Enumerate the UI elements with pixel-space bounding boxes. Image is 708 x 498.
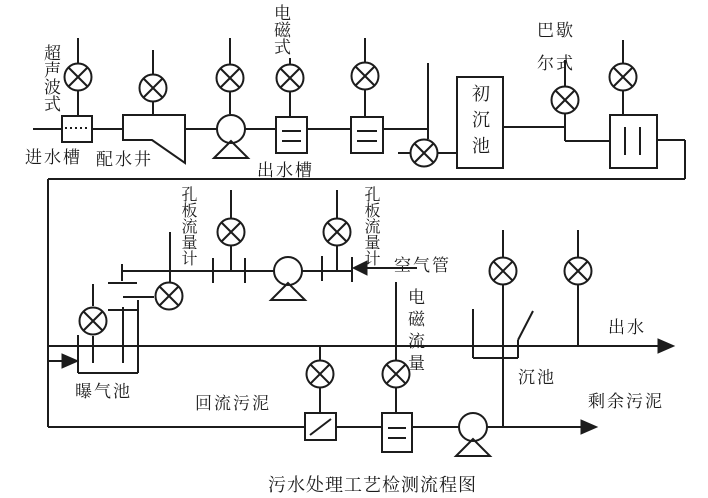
downcomer-and-cross-pipe xyxy=(48,140,685,427)
pump-air-blower-icon xyxy=(271,257,305,300)
pump-sludge-icon xyxy=(456,413,490,456)
pump-raw-water-icon xyxy=(214,115,248,158)
label-inlet-channel: 进水槽 xyxy=(25,148,82,167)
label-excess-sludge: 剩余污泥 xyxy=(588,392,664,411)
valve-sedtank-right-icon xyxy=(565,258,592,285)
influent-arrow xyxy=(48,354,78,368)
label-ultrasonic-type: 超声波式 xyxy=(41,44,60,112)
inlet-channel-box xyxy=(62,116,92,142)
label-air-pipe: 空气管 xyxy=(394,256,451,275)
valve-orifice-right-icon xyxy=(324,219,351,246)
primary-tank-outlet-pipe xyxy=(503,114,610,141)
valve-orifice-left-icon xyxy=(218,219,245,246)
valve-electromagnetic-icon xyxy=(277,65,304,92)
label-orifice-flowmeter-right: 孔板流量计 xyxy=(362,186,379,266)
flowmeter-box-2 xyxy=(351,117,383,153)
final-treatment-box xyxy=(610,115,657,168)
valve-parshall-icon xyxy=(552,87,579,114)
valve-raw-pump-icon xyxy=(217,65,244,92)
sedimentation-stems xyxy=(503,230,578,427)
slash-box xyxy=(305,413,336,440)
flowmeter-box-1 xyxy=(276,117,307,153)
sludge-line xyxy=(48,420,597,434)
label-primary-sedimentation-tank: 初沉池 xyxy=(470,84,490,162)
air-drop-cluster xyxy=(93,232,170,363)
sludge-instrument-stems xyxy=(320,282,396,413)
diagram-title: 污水处理工艺检测流程图 xyxy=(268,475,477,495)
valve-air-drop-a-icon xyxy=(156,283,183,310)
valve-flowmeter2-icon xyxy=(352,63,379,90)
label-outlet-channel: 出水槽 xyxy=(257,161,314,180)
air-pipe-run xyxy=(122,190,352,283)
label-parshall-type: 巴歇尔式 xyxy=(537,21,575,73)
label-effluent: 出水 xyxy=(608,318,646,337)
valve-inline-icon xyxy=(411,140,438,167)
flowmeter-box-3 xyxy=(382,413,412,452)
valve-distribution-well-icon xyxy=(140,75,167,102)
effluent-line xyxy=(48,339,674,353)
label-sedimentation-tank: 沉池 xyxy=(518,368,556,387)
label-distribution-well: 配水井 xyxy=(96,150,153,169)
valve-final-box-icon xyxy=(610,64,637,91)
label-electromagnetic-type: 电磁式 xyxy=(271,4,290,55)
valve-ultrasonic-icon xyxy=(65,64,92,91)
valve-sedtank-left-icon xyxy=(490,258,517,285)
label-return-sludge: 回流污泥 xyxy=(195,394,271,413)
label-aeration-tank: 曝气池 xyxy=(75,382,132,401)
valve-return-sludge-icon xyxy=(307,361,334,388)
label-orifice-flowmeter-left: 孔板流量计 xyxy=(179,186,196,266)
valve-air-drop-b-icon xyxy=(80,308,107,335)
label-electromagnetic-flow: 电磁流量 xyxy=(405,288,424,376)
